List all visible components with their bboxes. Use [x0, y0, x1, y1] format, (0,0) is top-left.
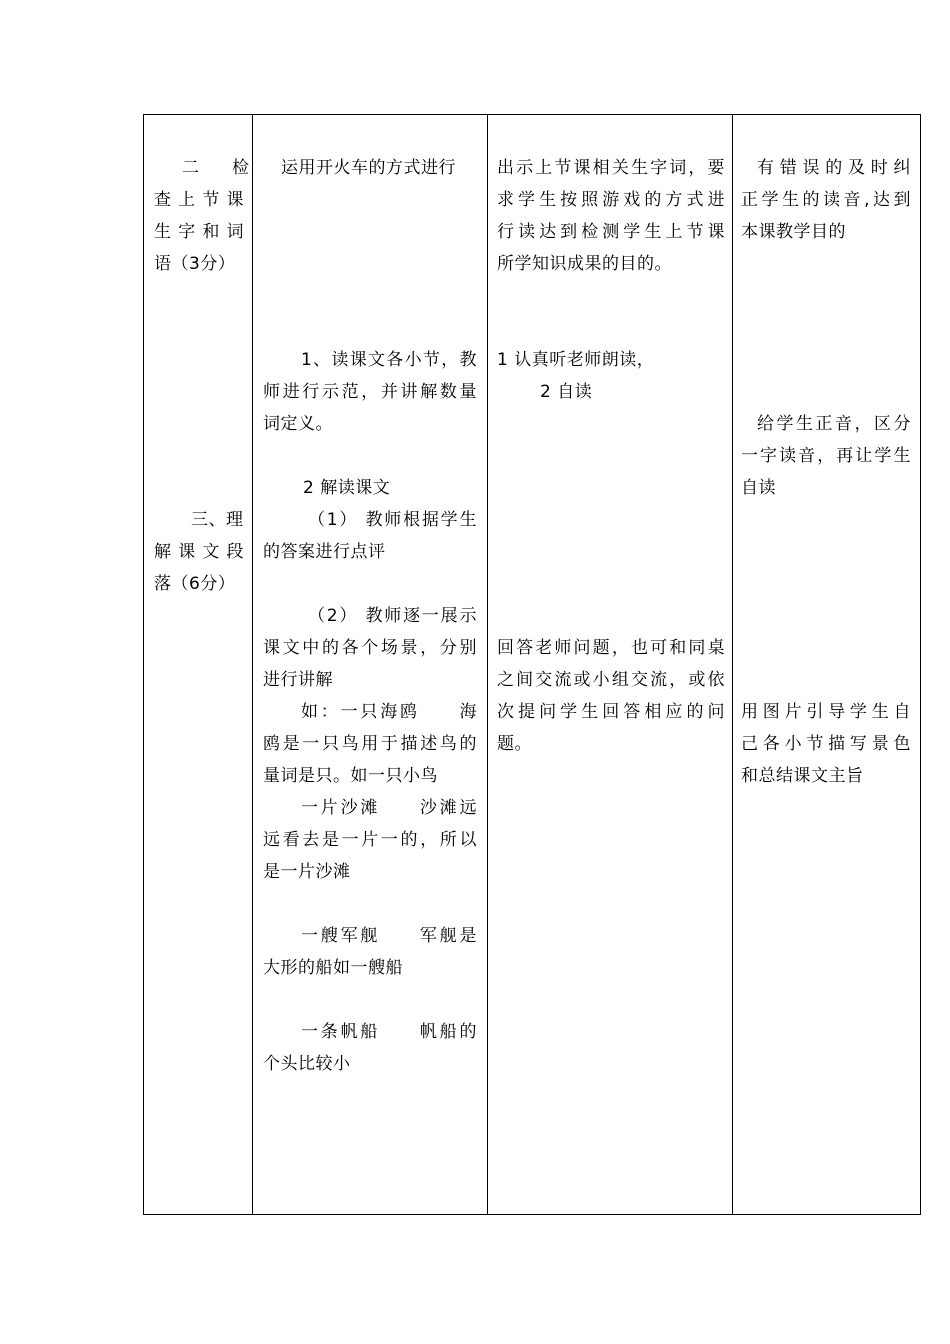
teacher-interpret-title: 2 解读课文	[303, 478, 391, 498]
teacher-example-line-1: 如：一只海鸥 海	[301, 702, 477, 722]
teacher-example-line-4: 一片沙滩 沙滩远	[301, 798, 477, 818]
step-understand-line-1: 三、理	[191, 510, 244, 530]
teacher-comment-line-2: 的答案进行点评	[263, 542, 386, 562]
teacher-sailboat-line-1: 一条帆船 帆船的	[301, 1022, 477, 1042]
teacher-read-line-3: 词定义。	[263, 414, 333, 434]
intent-pictures-line-1: 用图片引导学生自	[741, 702, 911, 722]
teacher-scene-line-2: 课文中的各个场景，分别	[263, 638, 477, 658]
step-understand-line-3: 落（6分）	[154, 574, 236, 594]
teacher-example-line-6: 是一片沙滩	[263, 862, 351, 882]
intent-check-line-2: 正学生的读音,达到	[741, 190, 911, 210]
step-column	[144, 115, 257, 1215]
teacher-read-line-1: 1、读课文各小节，教	[301, 350, 477, 370]
teacher-example-line-3: 量词是只。如一只小鸟	[263, 766, 438, 786]
intent-pronunciation-line-1: 给学生正音，区分	[757, 414, 911, 434]
intent-check-line-3: 本课教学目的	[741, 222, 846, 242]
student-answer-line-3: 次提问学生回答相应的问	[497, 702, 725, 722]
teacher-comment-line-1: （1） 教师根据学生	[308, 510, 477, 530]
teacher-scene-line-1: （2） 教师逐一展示	[308, 606, 477, 626]
teacher-warship-line-2: 大形的船如一艘船	[263, 958, 403, 978]
teacher-check-text: 运用开火车的方式进行	[281, 158, 456, 178]
intent-pictures-line-2: 己各小节描写景色	[741, 734, 911, 754]
student-column	[488, 115, 733, 1215]
teacher-scene-line-3: 进行讲解	[263, 670, 333, 690]
teacher-example-line-2: 鸥是一只鸟用于描述鸟的	[263, 734, 477, 754]
step-check-line-2: 查上节课	[154, 190, 244, 210]
teacher-column	[253, 115, 488, 1215]
teacher-read-line-2: 师进行示范，并讲解数量	[263, 382, 477, 402]
teacher-example-line-5: 远看去是一片一的，所以	[263, 830, 477, 850]
intent-column	[733, 115, 921, 1215]
step-check-line-3: 生字和词	[154, 222, 244, 242]
step-check-line-4: 语（3分）	[154, 254, 236, 274]
student-answer-line-4: 题。	[497, 734, 532, 754]
table-row	[144, 115, 921, 1215]
step-check-line-1: 二 检	[182, 158, 257, 178]
student-answer-line-1: 回答老师问题，也可和同桌	[497, 638, 725, 658]
intent-check-line-1: 有错误的及时纠	[757, 158, 911, 178]
teacher-warship-line-1: 一艘军舰 军舰是	[301, 926, 477, 946]
intent-pronunciation-line-3: 自读	[741, 478, 776, 498]
student-check-line-3: 行读达到检测学生上节课	[497, 222, 725, 242]
intent-pronunciation-line-2: 一字读音，再让学生	[741, 446, 911, 466]
step-understand-line-2: 解课文段	[154, 542, 244, 562]
teacher-sailboat-line-2: 个头比较小	[263, 1054, 351, 1074]
intent-pictures-line-3: 和总结课文主旨	[741, 766, 864, 786]
lesson-plan-table	[143, 114, 921, 1215]
student-self-read-text: 2 自读	[540, 382, 593, 402]
student-check-line-4: 所学知识成果的目的。	[497, 254, 672, 274]
student-listen-text: 1 认真听老师朗读，	[497, 350, 655, 370]
student-check-line-2: 求学生按照游戏的方式进	[497, 190, 725, 210]
student-check-line-1: 出示上节课相关生字词，要	[497, 158, 725, 178]
student-answer-line-2: 之间交流或小组交流，或依	[497, 670, 725, 690]
